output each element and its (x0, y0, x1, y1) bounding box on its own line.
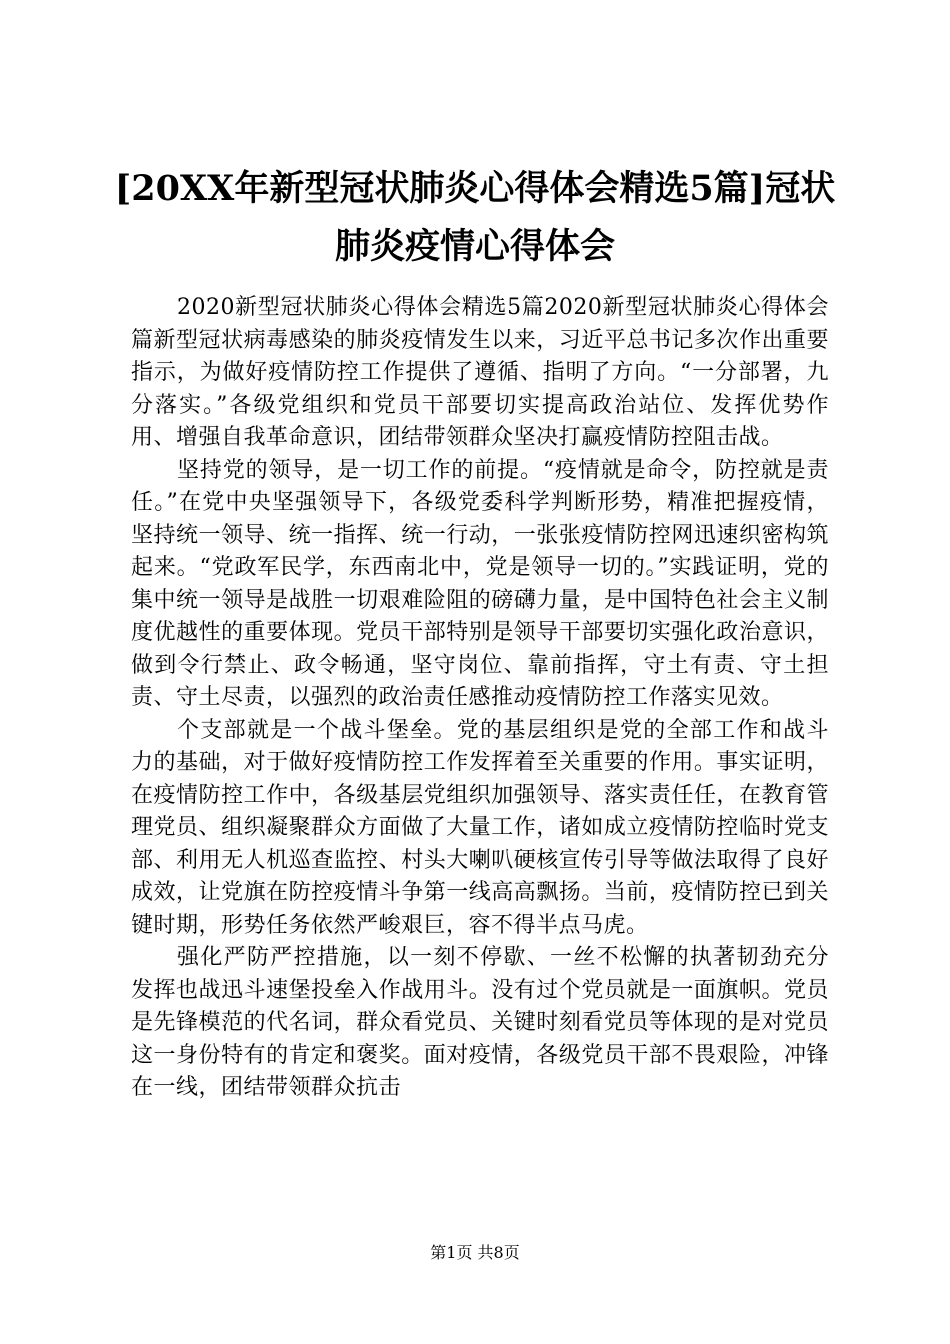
paragraph-4: 强化严防严控措施，以一刻不停歇、一丝不松懈的执著韧劲充分发挥也战迅斗速堡投垒入作战用斗。没有过个党员就是一面旗帜。党员是先锋模范的代名词，群众看党员、关键时刻看党员等体现的是对党员这一身份特有的肯定和褒奖。面对疫情，各级党员干部不畏艰险，冲锋在一线，团结带领群众抗击 (131, 945, 829, 1100)
paragraph-2: 坚持党的领导，是一切工作的前提。“疫情就是命令，防控就是责任。”在党中央坚强领导下，各级党委科学判断形势，精准把握疫情，坚持统一领导、统一指挥、统一行动，一张张疫情防控网迅速织密构筑起来。“党政军民学，东西南北中，党是领导一切的。”实践证明，党的集中统一领导是战胜一切艰难险阻的磅礴力量，是中国特色社会主义制度优越性的重要体现。党员干部特别是领导干部要切实强化政治意识，做到令行禁止、政令畅通，坚守岗位、靠前指挥，守土有责、守土担责、守土尽责，以强烈的政治责任感推动疫情防控工作落实见效。 (131, 457, 829, 710)
page-footer (0, 1242, 950, 1264)
document-body (131, 292, 829, 1105)
paragraph-1: 2020新型冠状肺炎心得体会精选5篇2020新型冠状肺炎心得体会篇新型冠状病毒感染的肺炎疫情发生以来，习近平总书记多次作出重要指示，为做好疫情防控工作提供了遵循、指明了方向。“一分部署，九分落实。”各级党组织和党员干部要切实提高政治站位、发挥优势作用、增强自我革命意识，团结带领群众坚决打赢疫情防控阻击战。 (131, 295, 829, 450)
paragraph-3: 个支部就是一个战斗堡垒。党的基层组织是党的全部工作和战斗力的基础，对于做好疫情防控工作发挥着至关重要的作用。事实证明，在疫情防控工作中，各级基层党组织加强领导、落实责任任，在教育管理党员、组织凝聚群众方面做了大量工作，诸如成立疫情防控临时党支部、利用无人机巡查监控、村头大喇叭硬核宣传引导等做法取得了良好成效，让党旗在防控疫情斗争第一线高高飘扬。当前，疫情防控已到关键时期，形势任务依然严峻艰巨，容不得半点马虎。 (131, 717, 829, 938)
document-title: [20XX年新型冠状肺炎心得体会精选5篇]冠状肺炎疫情心得体会 (114, 168, 836, 267)
page-number: 第1页 共8页 (430, 1243, 520, 1262)
